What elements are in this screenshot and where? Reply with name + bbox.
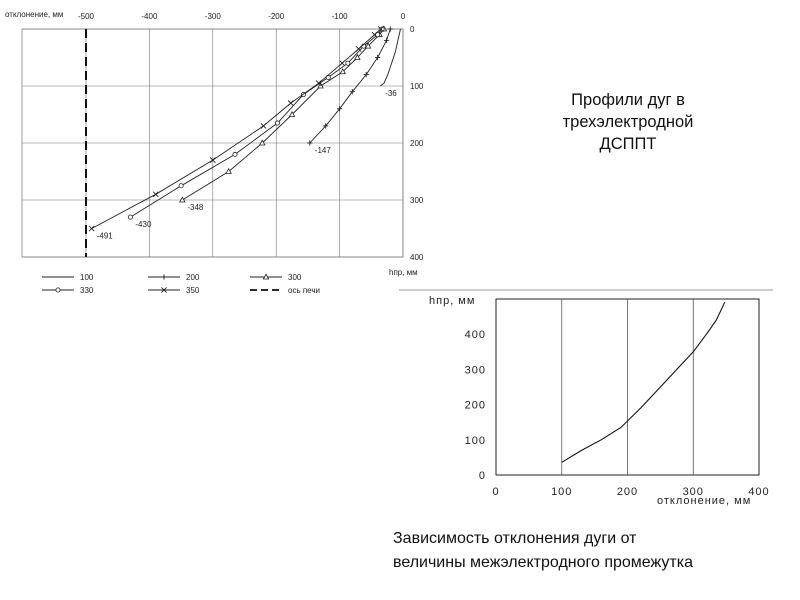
legend-label-5: ось печи [288,286,320,295]
legend-label-3: 330 [80,286,94,295]
arc-profiles-x-tick-5: 0 [400,12,406,21]
arc-profiles-x-tick-1: -400 [141,12,158,21]
arc-profiles-annotation-3: -430 [135,220,152,230]
dependence-y-axis-label: hпр, мм [429,295,476,307]
arc-profiles-legend [42,273,320,295]
arc-profiles-x-tick-3: -200 [268,12,285,21]
arc-profiles-y-axis-label: hпр, мм [389,268,418,277]
arc-profile-marker-330-9 [128,215,132,219]
legend-label-4: 350 [186,286,200,295]
dependence-x-tick-3: 300 [682,486,704,498]
dependence-x-axis-label: отклонение, мм [657,495,752,507]
arc-profiles-y-tick-0: 0 [410,25,415,34]
legend-swatch-marker-3 [56,288,60,292]
arc-profiles-x-axis-label: отклонение, мм [5,10,64,19]
arc-profiles-y-tick-1: 100 [410,82,424,91]
dependence-x-tick-1: 100 [551,486,573,498]
arc-profiles-x-tick-labels [78,12,406,21]
arc-profiles-x-tick-2: -300 [204,12,221,21]
profiles-title-line-1: Профили дуг в [571,91,685,109]
dependence-chart [429,295,770,507]
arc-profiles-y-tick-4: 400 [410,253,424,262]
legend-label-0: 100 [80,273,94,282]
profiles-title-line-3: ДСППТ [599,135,657,153]
dependence-x-tick-0: 0 [492,486,500,498]
dependence-x-tick-2: 200 [616,486,639,498]
dependence-caption-line-1: Зависимость отклонения дуги от [393,530,637,547]
arc-profiles-chart [5,10,424,295]
dependence-caption-line-2: величины межэлектродного промежутка [393,554,693,571]
legend-swatch-marker-1 [161,274,166,279]
arc-profiles-y-tick-2: 200 [410,139,424,148]
dependence-y-tick-4: 400 [464,329,486,342]
profiles-title [528,89,728,155]
arc-profile-marker-330-3 [346,61,350,65]
legend-label-1: 200 [186,273,200,282]
arc-profiles-y-tick-labels [410,25,424,262]
profiles-title-line-2: трехэлектродной [562,113,694,131]
arc-profiles-annotation-0: -36 [385,89,397,98]
dependence-y-tick-2: 200 [464,399,486,412]
arc-profiles-x-tick-0: -500 [77,12,95,21]
dependence-x-tick-4: 400 [748,486,770,498]
dependence-y-tick-labels [465,329,486,482]
arc-profile-marker-330-6 [275,121,279,125]
legend-label-2: 300 [288,273,302,282]
dependence-caption [393,527,793,575]
arc-profile-marker-330-7 [233,152,237,156]
arc-profiles-y-tick-3: 300 [410,196,424,205]
dependence-y-tick-0: 0 [478,470,486,482]
dependence-y-tick-1: 100 [464,434,486,447]
arc-profiles-annotation-4: -491 [96,231,113,241]
arc-profiles-x-tick-4: -100 [331,12,348,21]
arc-profiles-annotation-2: -348 [187,203,204,212]
dependence-y-tick-3: 300 [464,364,486,377]
arc-profiles-annotation-1: -147 [314,146,331,155]
arc-profile-marker-330-8 [179,184,183,188]
